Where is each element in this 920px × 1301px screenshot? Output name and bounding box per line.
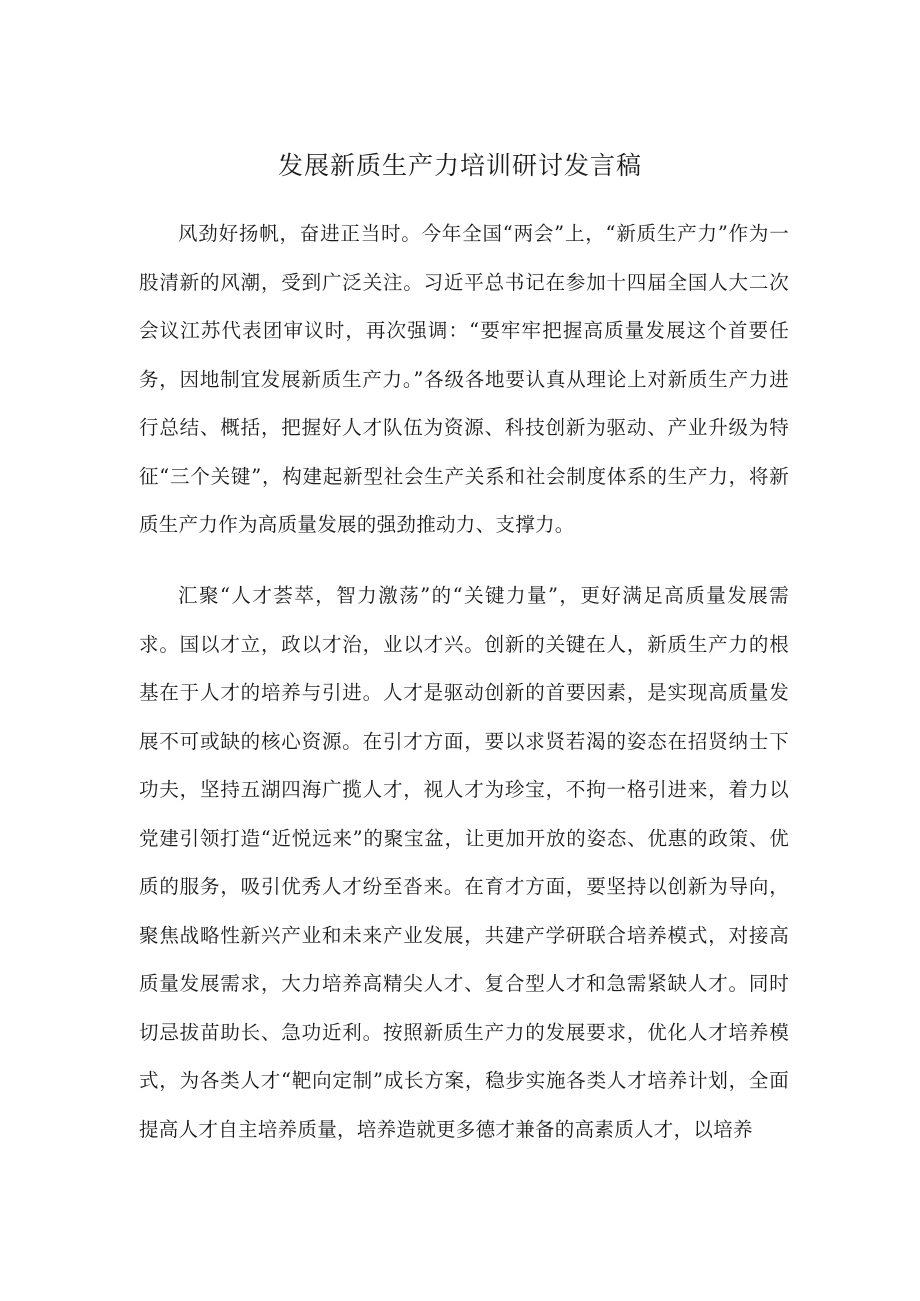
- paragraph-2: 汇聚“人才荟萃，智力激荡”的“关键力量”，更好满足高质量发展需求。国以才立，政以才治，业以才兴。创新的关键在人，新质生产力的根基在于人才的培养与引进。人才是驱动创新的首要因素，是实现高质量发展不可或缺的核心资源。在引才方面，要以求贤若渴的姿态在招贤纳士下功夫，坚持五湖四海广揽人才，视人才为珍宝，不拘一格引进来，着力以党建引领打造“近悦远来”的聚宝盆，让更加开放的姿态、优惠的政策、优质的服务，吸引优秀人才纷至沓来。在育才方面，要坚持以创新为导向，聚焦战略性新兴产业和未来产业发展，共建产学研联合培养模式，对接高质量发展需求，大力培养高精尖人才、复合型人才和急需紧缺人才。同时切忌拔苗助长、急功近利。按照新质生产力的发展要求，优化人才培养模式，为各类人才“靶向定制”成长方案，稳步实施各类人才培养计划，全面提高人才自主培养质量，培养造就更多德才兼备的高素质人才，以培养: [139, 584, 789, 1141]
- paragraph-1: 风劲好扬帆，奋进正当时。今年全国“两会”上，“新质生产力”作为一股清新的风潮，受到广泛关注。习近平总书记在参加十四届全国人大二次会议江苏代表团审议时，再次强调：“要牢牢把握高质量发展这个首要任务，因地制宜发展新质生产力。”各级各地要认真从理论上对新质生产力进行总结、概括，把握好人才队伍为资源、科技创新为驱动、产业升级为特征“三个关键”，构建起新型社会生产关系和社会制度体系的生产力，将新质生产力作为高质量发展的强劲推动力、支撑力。: [139, 222, 789, 536]
- document-title: 发展新质生产力培训研讨发言稿: [277, 151, 642, 180]
